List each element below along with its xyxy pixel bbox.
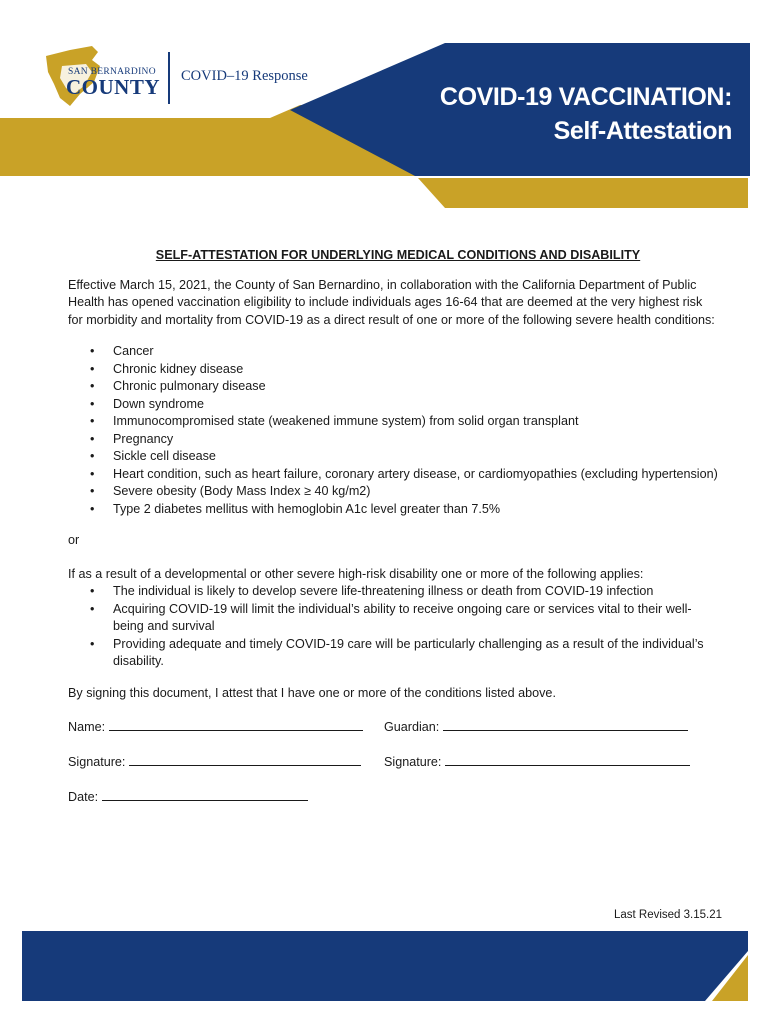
name-line[interactable] [109,718,363,731]
banner-title [440,80,732,148]
conditions-list [68,343,718,518]
logo-county-small: SAN BERNARDINO [68,67,156,77]
guardian-line[interactable] [443,718,688,731]
logo-divider [168,52,170,104]
document-heading: SELF-ATTESTATION FOR UNDERLYING MEDICAL CONDITIONS AND DISABILITY [155,248,641,262]
header-gold-stripe [418,178,748,208]
condition-item: • Severe obesity (Body Mass Index ≥ 40 kg/m2) [113,483,718,501]
banner-title-line1: COVID-19 VACCINATION: [439,83,732,111]
condition-item: • Immunocompromised state (weakened immune system) from solid organ transplant [113,413,718,431]
disability-item: • Providing adequate and timely COVID-19 care will be particularly challenging as a result of the individual’s disability. [113,636,718,671]
banner-title-line2: Self-Attestation [553,117,732,145]
county-logo [40,42,330,114]
signature-line[interactable] [129,753,361,766]
footer-navy-band [22,931,748,1001]
guardian-signature-line[interactable] [445,753,690,766]
condition-item: • Down syndrome [113,396,718,414]
signature-label: Signature: [68,755,126,769]
logo-county-big: COUNTY [66,75,161,99]
guardian-label: Guardian: [384,720,440,734]
condition-item: • Heart condition, such as heart failure, coronary artery disease, or cardiomyopathies (excluding hypertension) [113,466,718,484]
condition-item: • Sickle cell disease [113,448,718,466]
guardian-signature-label: Signature: [384,755,442,769]
condition-item: • Chronic kidney disease [113,361,718,379]
attestation-statement: By signing this document, I attest that I have one or more of the conditions listed above. [68,685,556,700]
disability-intro: If as a result of a developmental or other severe high-risk disability one or more of the following applies: [68,566,644,581]
guardian-field[interactable] [384,718,688,737]
name-field[interactable] [68,718,363,737]
condition-item: • Pregnancy [113,431,718,449]
last-revised: Last Revised 3.15.21 [613,909,722,921]
footer-banner-graphic [0,925,770,1024]
disability-item: • Acquiring COVID-19 will limit the individual’s ability to receive ongoing care or services vital to their well-being and survival [113,601,718,636]
signature-row [68,753,718,770]
guardian-signature-field[interactable] [384,753,690,772]
signature-field[interactable] [68,753,361,772]
disability-list [68,583,718,671]
disability-item: • The individual is likely to develop severe life-threatening illness or death from COVID-19 infection [113,583,718,601]
document-body [68,247,718,823]
name-guardian-row [68,718,718,735]
date-line[interactable] [102,788,308,801]
condition-item: • Type 2 diabetes mellitus with hemoglobin A1c level greater than 7.5% [113,501,718,519]
date-row [68,788,718,805]
condition-item: • Cancer [113,343,718,361]
or-separator: or [68,533,80,547]
logo-program-name: COVID–19 Response [181,68,308,84]
name-label: Name: [68,720,106,734]
condition-item: • Chronic pulmonary disease [113,378,718,396]
date-field[interactable] [68,788,308,807]
date-label: Date: [68,790,99,804]
intro-paragraph: Effective March 15, 2021, the County of San Bernardino, in collaboration with the California Department of Public Health has opened vaccination eligibility to include individuals ages 16-64 that are deemed at the very highest risk for morbidity and mortality from COVID-19 as a direct result of one or more of the following severe health conditions: [68,277,715,327]
